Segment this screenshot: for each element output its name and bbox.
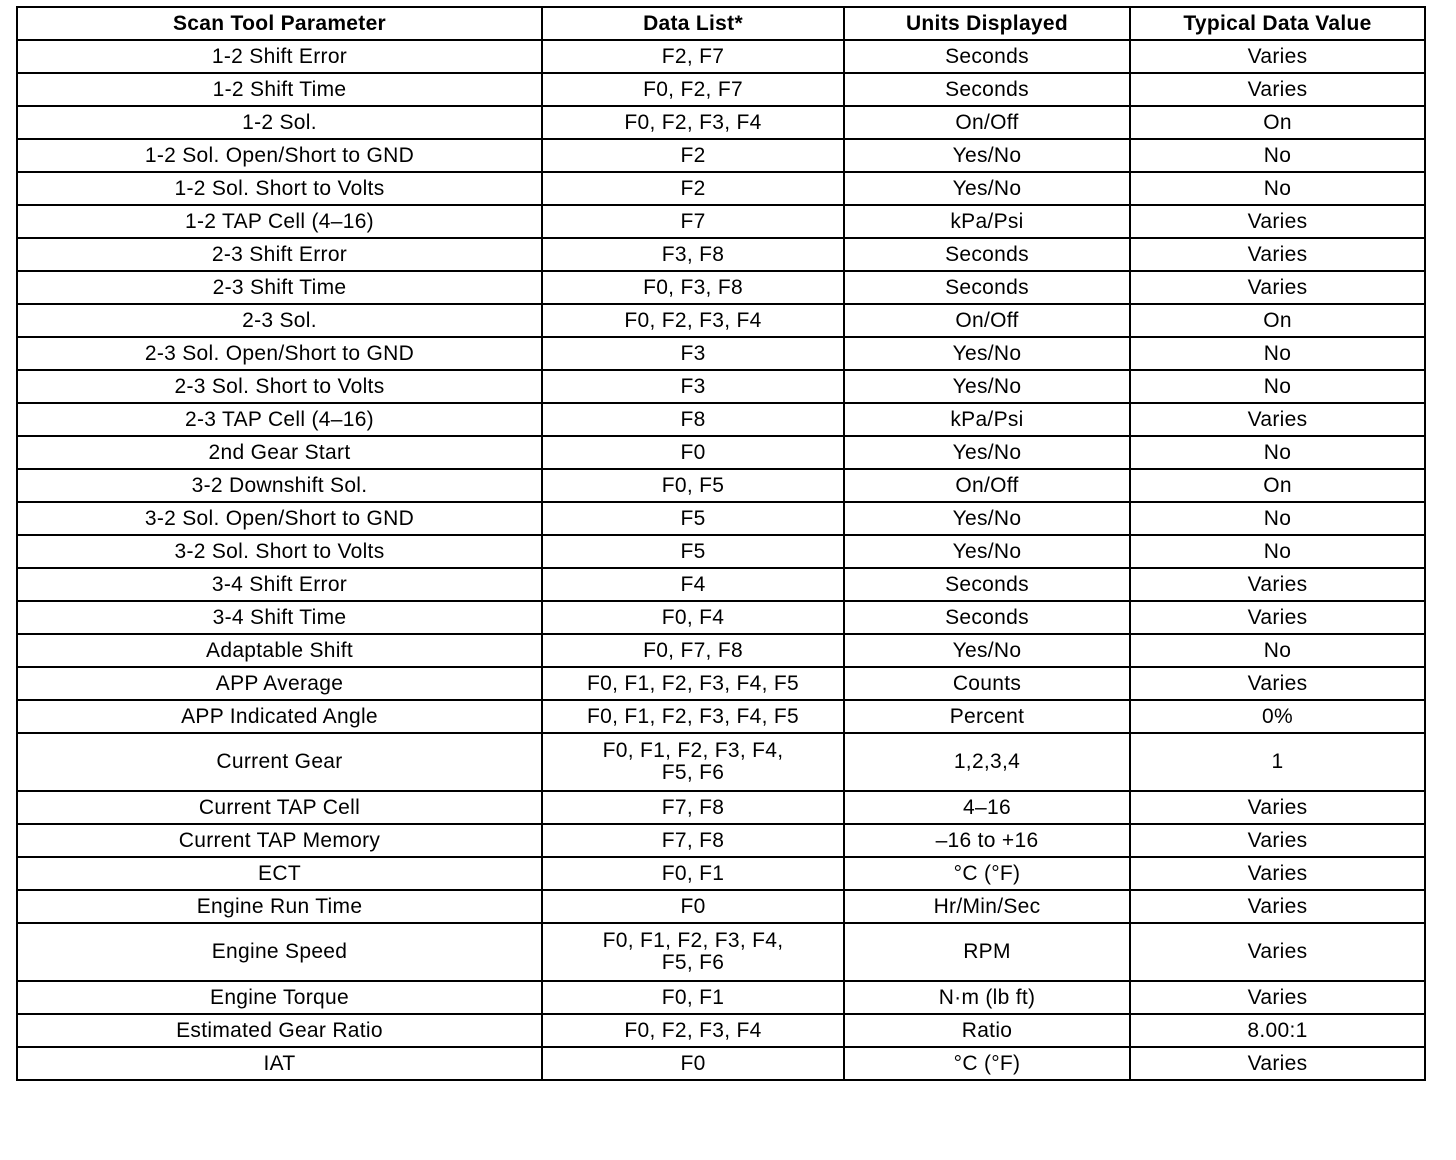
data-list-cell <box>542 667 844 700</box>
data-list-cell <box>542 733 844 791</box>
data-list-cell <box>542 40 844 73</box>
table-row <box>17 791 1425 824</box>
data-list-cell <box>542 139 844 172</box>
table-row <box>17 271 1425 304</box>
units-cell: Yes/No <box>844 370 1130 403</box>
parameter-cell: 1-2 Sol. Short to Volts <box>17 172 542 205</box>
data-list-cell <box>542 568 844 601</box>
parameter-cell: 2-3 Sol. Short to Volts <box>17 370 542 403</box>
data-list-cell <box>542 271 844 304</box>
table-row <box>17 502 1425 535</box>
table-row <box>17 568 1425 601</box>
units-cell: Yes/No <box>844 502 1130 535</box>
typical-value-cell: No <box>1130 139 1425 172</box>
units-cell: On/Off <box>844 469 1130 502</box>
units-cell: Yes/No <box>844 436 1130 469</box>
units-cell: Seconds <box>844 568 1130 601</box>
units-cell: °C (°F) <box>844 857 1130 890</box>
header-row <box>17 7 1425 40</box>
typical-value-cell: On <box>1130 106 1425 139</box>
data-list-cell <box>542 205 844 238</box>
table-row <box>17 634 1425 667</box>
typical-value-cell: 1 <box>1130 733 1425 791</box>
units-cell: Seconds <box>844 601 1130 634</box>
parameter-cell: 3-2 Sol. Short to Volts <box>17 535 542 568</box>
table-row <box>17 238 1425 271</box>
typical-value-cell: Varies <box>1130 73 1425 106</box>
data-list-cell <box>542 700 844 733</box>
data-list-line: F5 <box>680 506 706 530</box>
parameter-cell: 1-2 Sol. Open/Short to GND <box>17 139 542 172</box>
parameter-cell: 3-4 Shift Error <box>17 568 542 601</box>
units-cell: –16 to +16 <box>844 824 1130 857</box>
units-cell: Yes/No <box>844 139 1130 172</box>
data-list-line: F0, F1, F2, F3, F4, <box>602 929 784 952</box>
parameter-cell: Estimated Gear Ratio <box>17 1014 542 1047</box>
table-row <box>17 1014 1425 1047</box>
data-list-line: F2 <box>680 176 706 200</box>
data-list-cell <box>542 469 844 502</box>
data-list-line: F3, F8 <box>661 242 725 266</box>
data-list-line: F5, F6 <box>661 951 725 974</box>
data-list-line: F0, F1 <box>661 861 725 885</box>
table-row <box>17 824 1425 857</box>
parameter-cell: 3-2 Downshift Sol. <box>17 469 542 502</box>
units-cell: N·m (lb ft) <box>844 981 1130 1014</box>
data-list-line: F2, F7 <box>661 44 725 68</box>
table-row <box>17 733 1425 791</box>
parameter-cell: 3-4 Shift Time <box>17 601 542 634</box>
typical-value-cell: On <box>1130 304 1425 337</box>
typical-value-cell: 0% <box>1130 700 1425 733</box>
data-list-cell <box>542 634 844 667</box>
parameter-cell: Current Gear <box>17 733 542 791</box>
data-list-cell <box>542 923 844 981</box>
data-list-line: F8 <box>680 407 706 431</box>
typical-value-cell: 8.00:1 <box>1130 1014 1425 1047</box>
table-row <box>17 436 1425 469</box>
typical-value-cell: No <box>1130 172 1425 205</box>
table-row <box>17 700 1425 733</box>
units-cell: Seconds <box>844 73 1130 106</box>
parameter-cell: ECT <box>17 857 542 890</box>
units-cell: RPM <box>844 923 1130 981</box>
table-body <box>17 40 1425 1080</box>
parameter-cell: Current TAP Memory <box>17 824 542 857</box>
parameter-cell: 1-2 Shift Error <box>17 40 542 73</box>
table-row <box>17 40 1425 73</box>
units-cell: Yes/No <box>844 337 1130 370</box>
parameter-cell: 2-3 Sol. <box>17 304 542 337</box>
parameter-cell: Engine Torque <box>17 981 542 1014</box>
table-row <box>17 667 1425 700</box>
data-list-line: F2 <box>680 143 706 167</box>
parameter-cell: Engine Speed <box>17 923 542 981</box>
table-row <box>17 205 1425 238</box>
data-list-cell <box>542 502 844 535</box>
table-header <box>17 7 1425 40</box>
units-cell: 1,2,3,4 <box>844 733 1130 791</box>
data-list-line: F0, F3, F8 <box>643 275 743 299</box>
typical-value-cell: Varies <box>1130 667 1425 700</box>
table-row <box>17 923 1425 981</box>
typical-value-cell: Varies <box>1130 40 1425 73</box>
units-cell: Yes/No <box>844 634 1130 667</box>
table-row <box>17 535 1425 568</box>
units-cell: kPa/Psi <box>844 205 1130 238</box>
parameter-cell: 3-2 Sol. Open/Short to GND <box>17 502 542 535</box>
typical-value-cell: On <box>1130 469 1425 502</box>
parameter-cell: Adaptable Shift <box>17 634 542 667</box>
parameter-cell: 1-2 TAP Cell (4–16) <box>17 205 542 238</box>
data-list-line: F0, F4 <box>661 605 725 629</box>
data-list-cell <box>542 535 844 568</box>
parameter-cell: APP Indicated Angle <box>17 700 542 733</box>
data-list-line: F0, F1, F2, F3, F4, F5 <box>587 704 799 728</box>
header-typical-data-value: Typical Data Value <box>1130 7 1425 40</box>
data-list-cell <box>542 601 844 634</box>
data-list-line: F0 <box>680 1051 706 1075</box>
typical-value-cell: Varies <box>1130 205 1425 238</box>
parameter-cell: 2nd Gear Start <box>17 436 542 469</box>
data-list-cell <box>542 370 844 403</box>
data-list-cell <box>542 403 844 436</box>
data-list-line: F0 <box>680 440 706 464</box>
typical-value-cell: Varies <box>1130 601 1425 634</box>
data-list-line: F3 <box>680 341 706 365</box>
typical-value-cell: No <box>1130 436 1425 469</box>
parameter-cell: Current TAP Cell <box>17 791 542 824</box>
header-units-displayed: Units Displayed <box>844 7 1130 40</box>
data-list-cell <box>542 857 844 890</box>
units-cell: Ratio <box>844 1014 1130 1047</box>
typical-value-cell: Varies <box>1130 791 1425 824</box>
units-cell: kPa/Psi <box>844 403 1130 436</box>
data-list-line: F5, F6 <box>661 761 725 784</box>
data-list-line: F0, F2, F3, F4 <box>624 1018 762 1042</box>
table-row <box>17 337 1425 370</box>
units-cell: Seconds <box>844 271 1130 304</box>
units-cell: Percent <box>844 700 1130 733</box>
typical-value-cell: Varies <box>1130 824 1425 857</box>
table-row <box>17 403 1425 436</box>
typical-value-cell: Varies <box>1130 271 1425 304</box>
units-cell: Hr/Min/Sec <box>844 890 1130 923</box>
table-row <box>17 370 1425 403</box>
typical-value-cell: Varies <box>1130 1047 1425 1080</box>
table-row <box>17 139 1425 172</box>
data-list-cell <box>542 238 844 271</box>
table-row <box>17 106 1425 139</box>
parameter-cell: 2-3 Sol. Open/Short to GND <box>17 337 542 370</box>
units-cell: Seconds <box>844 238 1130 271</box>
data-list-cell <box>542 981 844 1014</box>
data-list-line: F0, F1, F2, F3, F4, <box>602 739 784 762</box>
data-list-cell <box>542 106 844 139</box>
data-list-line: F0, F2, F3, F4 <box>624 308 762 332</box>
typical-value-cell: No <box>1130 337 1425 370</box>
units-cell: Yes/No <box>844 172 1130 205</box>
data-list-cell <box>542 824 844 857</box>
typical-value-cell: No <box>1130 502 1425 535</box>
data-list-line: F0, F1 <box>661 985 725 1009</box>
data-list-cell <box>542 337 844 370</box>
data-list-cell <box>542 172 844 205</box>
units-cell: On/Off <box>844 106 1130 139</box>
data-list-line: F0, F2, F7 <box>643 77 743 101</box>
data-list-line: F4 <box>680 572 706 596</box>
parameter-cell: Engine Run Time <box>17 890 542 923</box>
parameter-cell: 2-3 Shift Time <box>17 271 542 304</box>
typical-value-cell: Varies <box>1130 923 1425 981</box>
data-list-line: F0, F7, F8 <box>643 638 743 662</box>
data-list-line: F3 <box>680 374 706 398</box>
typical-value-cell: Varies <box>1130 857 1425 890</box>
typical-value-cell: No <box>1130 634 1425 667</box>
typical-value-cell: Varies <box>1130 403 1425 436</box>
typical-value-cell: Varies <box>1130 238 1425 271</box>
header-scan-tool-parameter: Scan Tool Parameter <box>17 7 542 40</box>
typical-value-cell: No <box>1130 370 1425 403</box>
parameter-cell: APP Average <box>17 667 542 700</box>
table-row <box>17 890 1425 923</box>
table-row <box>17 172 1425 205</box>
data-list-line: F0 <box>680 894 706 918</box>
header-data-list: Data List* <box>542 7 844 40</box>
data-list-line: F7 <box>680 209 706 233</box>
data-list-line: F5 <box>680 539 706 563</box>
units-cell: Yes/No <box>844 535 1130 568</box>
units-cell: 4–16 <box>844 791 1130 824</box>
table-row <box>17 857 1425 890</box>
typical-value-cell: Varies <box>1130 981 1425 1014</box>
data-list-line: F7, F8 <box>661 828 725 852</box>
data-list-cell <box>542 304 844 337</box>
typical-value-cell: Varies <box>1130 568 1425 601</box>
typical-value-cell: Varies <box>1130 890 1425 923</box>
parameter-cell: IAT <box>17 1047 542 1080</box>
data-list-line: F0, F5 <box>661 473 725 497</box>
data-list-cell <box>542 436 844 469</box>
parameter-cell: 1-2 Sol. <box>17 106 542 139</box>
table-row <box>17 73 1425 106</box>
units-cell: °C (°F) <box>844 1047 1130 1080</box>
data-list-line: F7, F8 <box>661 795 725 819</box>
units-cell: Counts <box>844 667 1130 700</box>
table-row <box>17 469 1425 502</box>
units-cell: On/Off <box>844 304 1130 337</box>
data-list-line: F0, F1, F2, F3, F4, F5 <box>587 671 799 695</box>
parameter-cell: 1-2 Shift Time <box>17 73 542 106</box>
data-list-line: F0, F2, F3, F4 <box>624 110 762 134</box>
table-row <box>17 1047 1425 1080</box>
parameter-cell: 2-3 Shift Error <box>17 238 542 271</box>
parameter-cell: 2-3 TAP Cell (4–16) <box>17 403 542 436</box>
data-list-cell <box>542 890 844 923</box>
table-row <box>17 304 1425 337</box>
data-list-cell <box>542 1047 844 1080</box>
table-row <box>17 601 1425 634</box>
data-list-cell <box>542 1014 844 1047</box>
typical-value-cell: No <box>1130 535 1425 568</box>
scan-tool-data-table <box>16 6 1426 1081</box>
data-list-cell <box>542 73 844 106</box>
table-row <box>17 981 1425 1014</box>
units-cell: Seconds <box>844 40 1130 73</box>
data-list-cell <box>542 791 844 824</box>
